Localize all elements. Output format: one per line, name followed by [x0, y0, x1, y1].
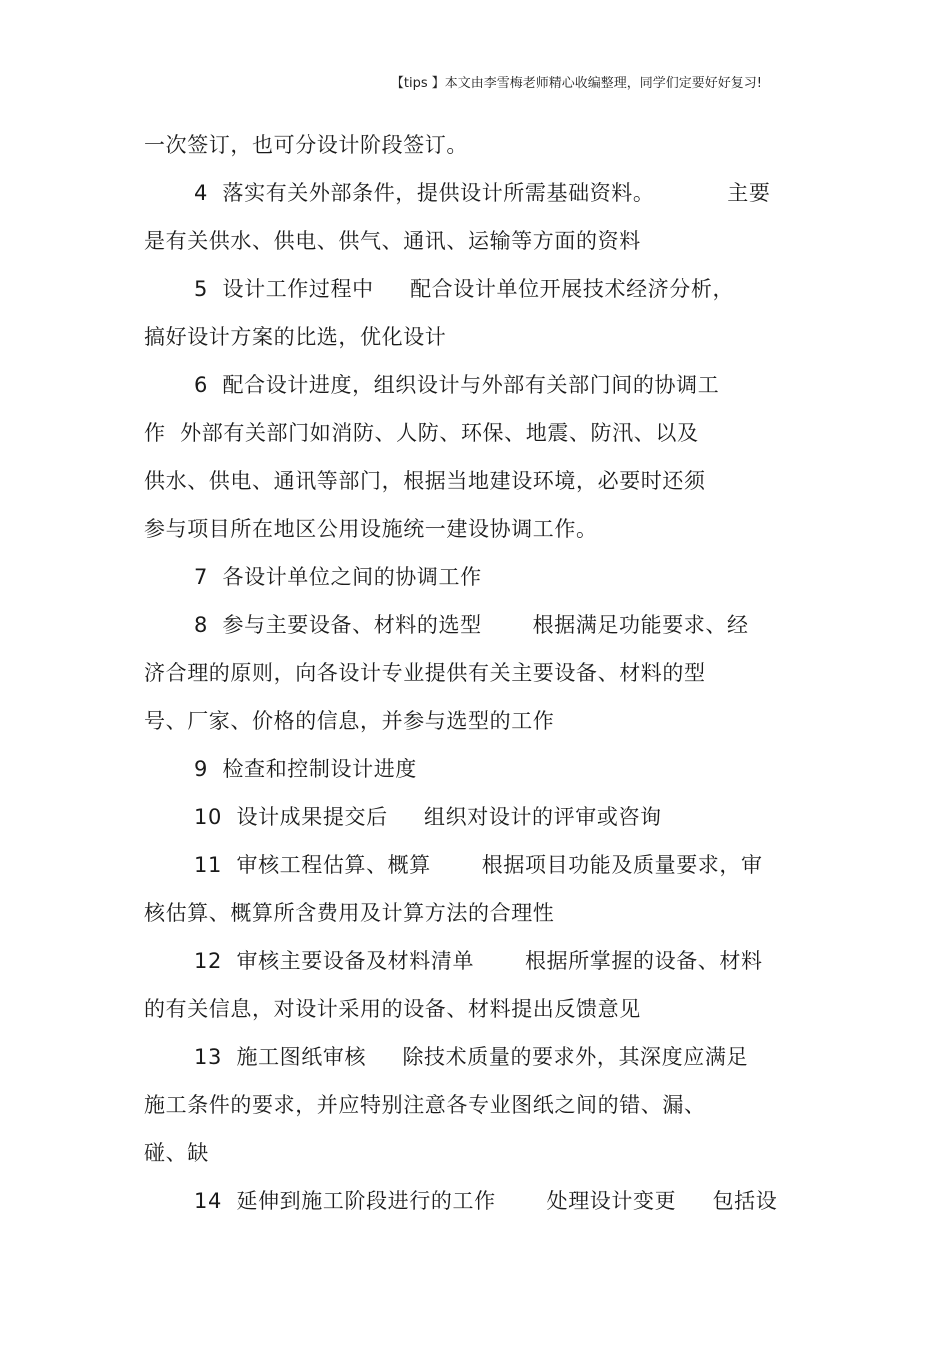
text-line: 施工条件的要求，并应特别注意各专业图纸之间的错、漏、	[144, 1093, 706, 1117]
text-line: 9 检查和控制设计进度	[194, 757, 417, 781]
text-line: 4 落实有关外部条件，提供设计所需基础资料。 主要	[194, 181, 771, 205]
text-line: 号、厂家、价格的信息，并参与选型的工作	[144, 709, 555, 733]
header-tip: 【tips 】本文由李雪梅老师精心收编整理，同学们定要好好复习!	[390, 76, 762, 91]
text-line: 的有关信息，对设计采用的设备、材料提出反馈意见	[144, 997, 641, 1021]
text-line: 11 审核工程估算、概算 根据项目功能及质量要求，审	[194, 853, 763, 877]
text-line: 5 设计工作过程中 配合设计单位开展技术经济分析，	[194, 277, 735, 301]
text-line: 是有关供水、供电、供气、通讯、运输等方面的资料	[144, 229, 641, 253]
text-line: 供水、供电、通讯等部门，根据当地建设环境，必要时还须	[144, 469, 706, 493]
text-line: 参与项目所在地区公用设施统一建设协调工作。	[144, 517, 598, 541]
text-line: 14 延伸到施工阶段进行的工作 处理设计变更 包括设	[194, 1189, 778, 1213]
text-line: 搞好设计方案的比选，优化设计	[144, 325, 447, 349]
text-line: 12 审核主要设备及材料清单 根据所掌握的设备、材料	[194, 949, 763, 973]
text-line: 核估算、概算所含费用及计算方法的合理性	[144, 901, 555, 925]
text-line: 碰、缺	[144, 1141, 209, 1165]
text-line: 一次签订，也可分设计阶段签订。	[144, 133, 468, 157]
text-line: 6 配合设计进度，组织设计与外部有关部门间的协调工	[194, 373, 720, 397]
text-line: 7 各设计单位之间的协调工作	[194, 565, 482, 589]
text-line: 13 施工图纸审核 除技术质量的要求外，其深度应满足	[194, 1045, 749, 1069]
text-line: 8 参与主要设备、材料的选型 根据满足功能要求、经	[194, 613, 749, 637]
text-line: 作 外部有关部门如消防、人防、环保、地震、防汛、以及	[144, 421, 699, 445]
text-line: 济合理的原则，向各设计专业提供有关主要设备、材料的型	[144, 661, 706, 685]
text-line: 10 设计成果提交后 组织对设计的评审或咨询	[194, 805, 662, 829]
